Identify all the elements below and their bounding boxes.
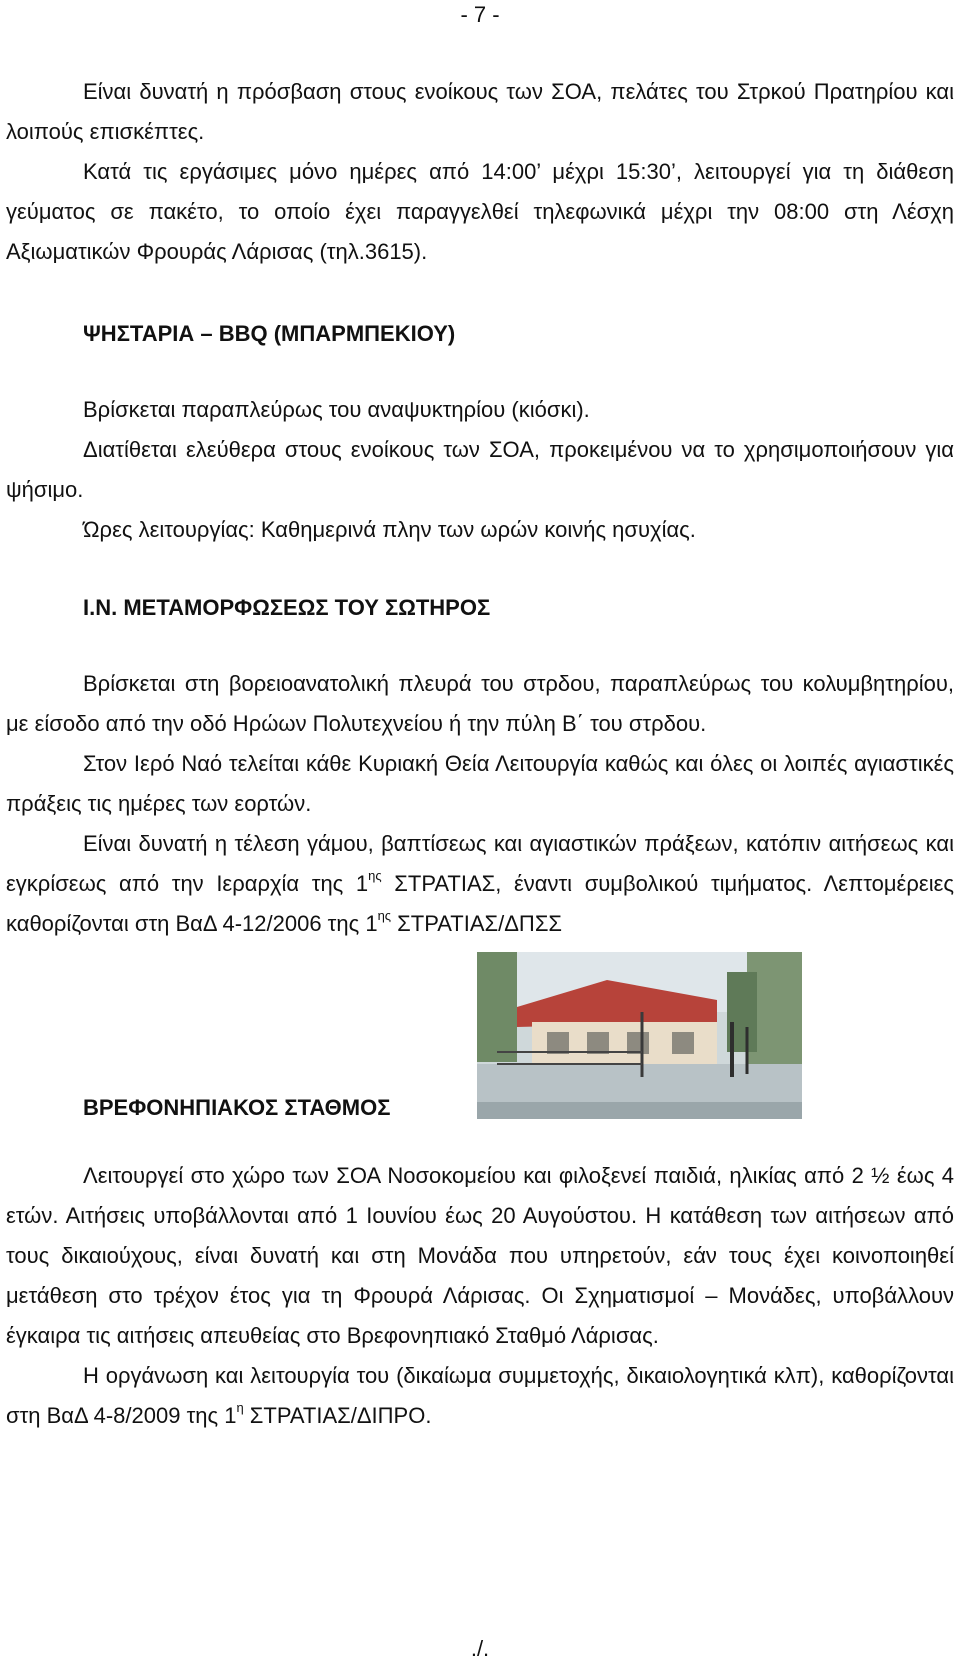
ordinal-suffix: ης xyxy=(377,908,392,923)
nursery-paragraph-1: Λειτουργεί στο χώρο των ΣΟΑ Νοσοκομείου και φιλοξενεί παιδιά, ηλικίας από 2 ½ έως 4 ετών. Αιτήσεις υποβάλλονται από 1 Ιουνίου έως 20 Αυγούστου. Η κατάθεση των αιτήσεων από τους δικαιούχους, είναι δυνατή και στη Μονάδα που υπηρετούν, εάν τους έχει κοινοποιηθεί μετάθεση στο τρέχον έτος για τη Φρουρά Λάρισας. Οι Σχηματισμοί – Μονάδες, υποβάλλουν έγκαιρα τις αιτήσεις απευθείας στο Βρεφονηπιακό Σταθμό Λάρισας. xyxy=(6,1163,954,1348)
church-paragraph-1: Βρίσκεται στη βορειοανατολική πλευρά του στρδου, παραπλεύρως του κολυμβητηρίου, με είσοδο από την οδό Ηρώων Πολυτεχνείου ή την πύλη Β΄ του στρδου. xyxy=(6,671,954,736)
church-paragraph-3: Είναι δυνατή η τέλεση γάμου, βαπτίσεως και αγιαστικών πράξεων, κατόπιν αιτήσεως και εγκρίσεως από την Ιεραρχία της $1^{\eta\varsigma}$ ΣΤΡΑΤΙΑΣ, έναντι συμβολικού τιμήματος. Λεπτομέρειες καθορίζονται στη ΒαΔ 4-12/2006 της $1^{\eta\varsigma}$ ΣΤΡΑΤΙΑΣ/ΔΠΣΣ xyxy=(6,831,954,936)
bbq-heading: ΨΗΣΤΑΡΙΑ – BBQ (ΜΠΑΡΜΠΕΚΙΟΥ) xyxy=(83,321,456,346)
nursery-heading: ΒΡΕΦΟΝΗΠΙΑΚΟΣ ΣΤΑΘΜΟΣ xyxy=(83,1095,391,1120)
nursery-section xyxy=(6,1156,954,1436)
page-footer: ./. xyxy=(470,1636,490,1661)
document-body xyxy=(6,72,954,1436)
church-heading: Ι.Ν. ΜΕΤΑΜΟΡΦΩΣΕΩΣ ΤΟΥ ΣΩΤΗΡΟΣ xyxy=(83,595,491,620)
nursery-building-photo xyxy=(477,952,802,1119)
page-number: - 7 - xyxy=(460,2,500,27)
bbq-paragraph-1: Βρίσκεται παραπλεύρως του αναψυκτηρίου (κιόσκι). xyxy=(83,397,590,422)
intro-paragraph-1: Είναι δυνατή η πρόσβαση στους ενοίκους των ΣΟΑ, πελάτες του Στρκού Πρατηρίου και λοιπούς επισκέπτες. xyxy=(6,79,954,144)
bbq-paragraph-2: Διατίθεται ελεύθερα στους ενοίκους των ΣΟΑ, προκειμένου να το χρησιμοποιήσουν για ψήσιμο. xyxy=(6,437,954,502)
church-paragraph-2: Στον Ιερό Ναό τελείται κάθε Κυριακή Θεία Λειτουργία καθώς και όλες οι λοιπές αγιαστικές πράξεις τις ημέρες των εορτών. xyxy=(6,751,954,816)
bbq-paragraph-3: Ώρες λειτουργίας: Καθημερινά πλην των ωρών κοινής ησυχίας. xyxy=(83,517,696,542)
nursery-paragraph-2: Η οργάνωση και λειτουργία του (δικαίωμα συμμετοχής, δικαιολογητικά κλπ), καθορίζονται στη ΒαΔ 4-8/2009 της $1^\eta$ ΣΤΡΑΤΙΑΣ/ΔΙΠΡΟ. xyxy=(6,1363,954,1428)
ordinal-suffix: η xyxy=(236,1400,244,1415)
ordinal-suffix: ης xyxy=(368,868,382,883)
intro-paragraph-2: Κατά τις εργάσιμες μόνο ημέρες από 14:00’ μέχρι 15:30’, λειτουργεί για τη διάθεση γεύματος σε πακέτο, το οποίο έχει παραγγελθεί τηλεφωνικά μέχρι την 08:00 στη Λέσχη Αξιωματικών Φρουράς Λάρισας (τηλ.3615). xyxy=(6,159,954,264)
nursery-heading-row xyxy=(6,952,954,1146)
